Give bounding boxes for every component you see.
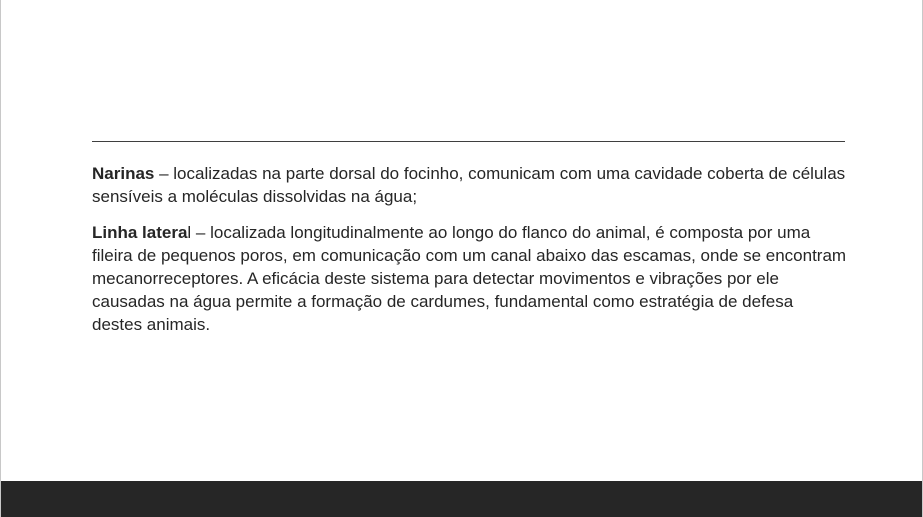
title-divider-line (92, 141, 845, 142)
description-linha-lateral: – localizada longitudinalmente ao longo do flanco do animal, é composta por uma fileira de pequenos poros, em comunicação com um canal abaixo das escamas, onde se encontram mecanorreceptores. A eficácia deste sistema para detectar movimentos e vibrações por ele causadas na água permite a formação de cardumes, fundamental como estratégia de defesa destes animais. (92, 223, 847, 334)
slide-body (92, 162, 847, 349)
term-linha-lateral-rest: l (187, 223, 192, 242)
paragraph-linha-lateral (92, 221, 847, 336)
paragraph-narinas (92, 162, 847, 208)
description-narinas: – localizadas na parte dorsal do focinho, comunicam com uma cavidade coberta de células sensíveis a moléculas dissolvidas na água; (92, 164, 846, 206)
term-narinas: Narinas (92, 164, 155, 183)
term-linha-lateral: Linha latera (92, 223, 188, 242)
footer-bar (1, 481, 922, 517)
